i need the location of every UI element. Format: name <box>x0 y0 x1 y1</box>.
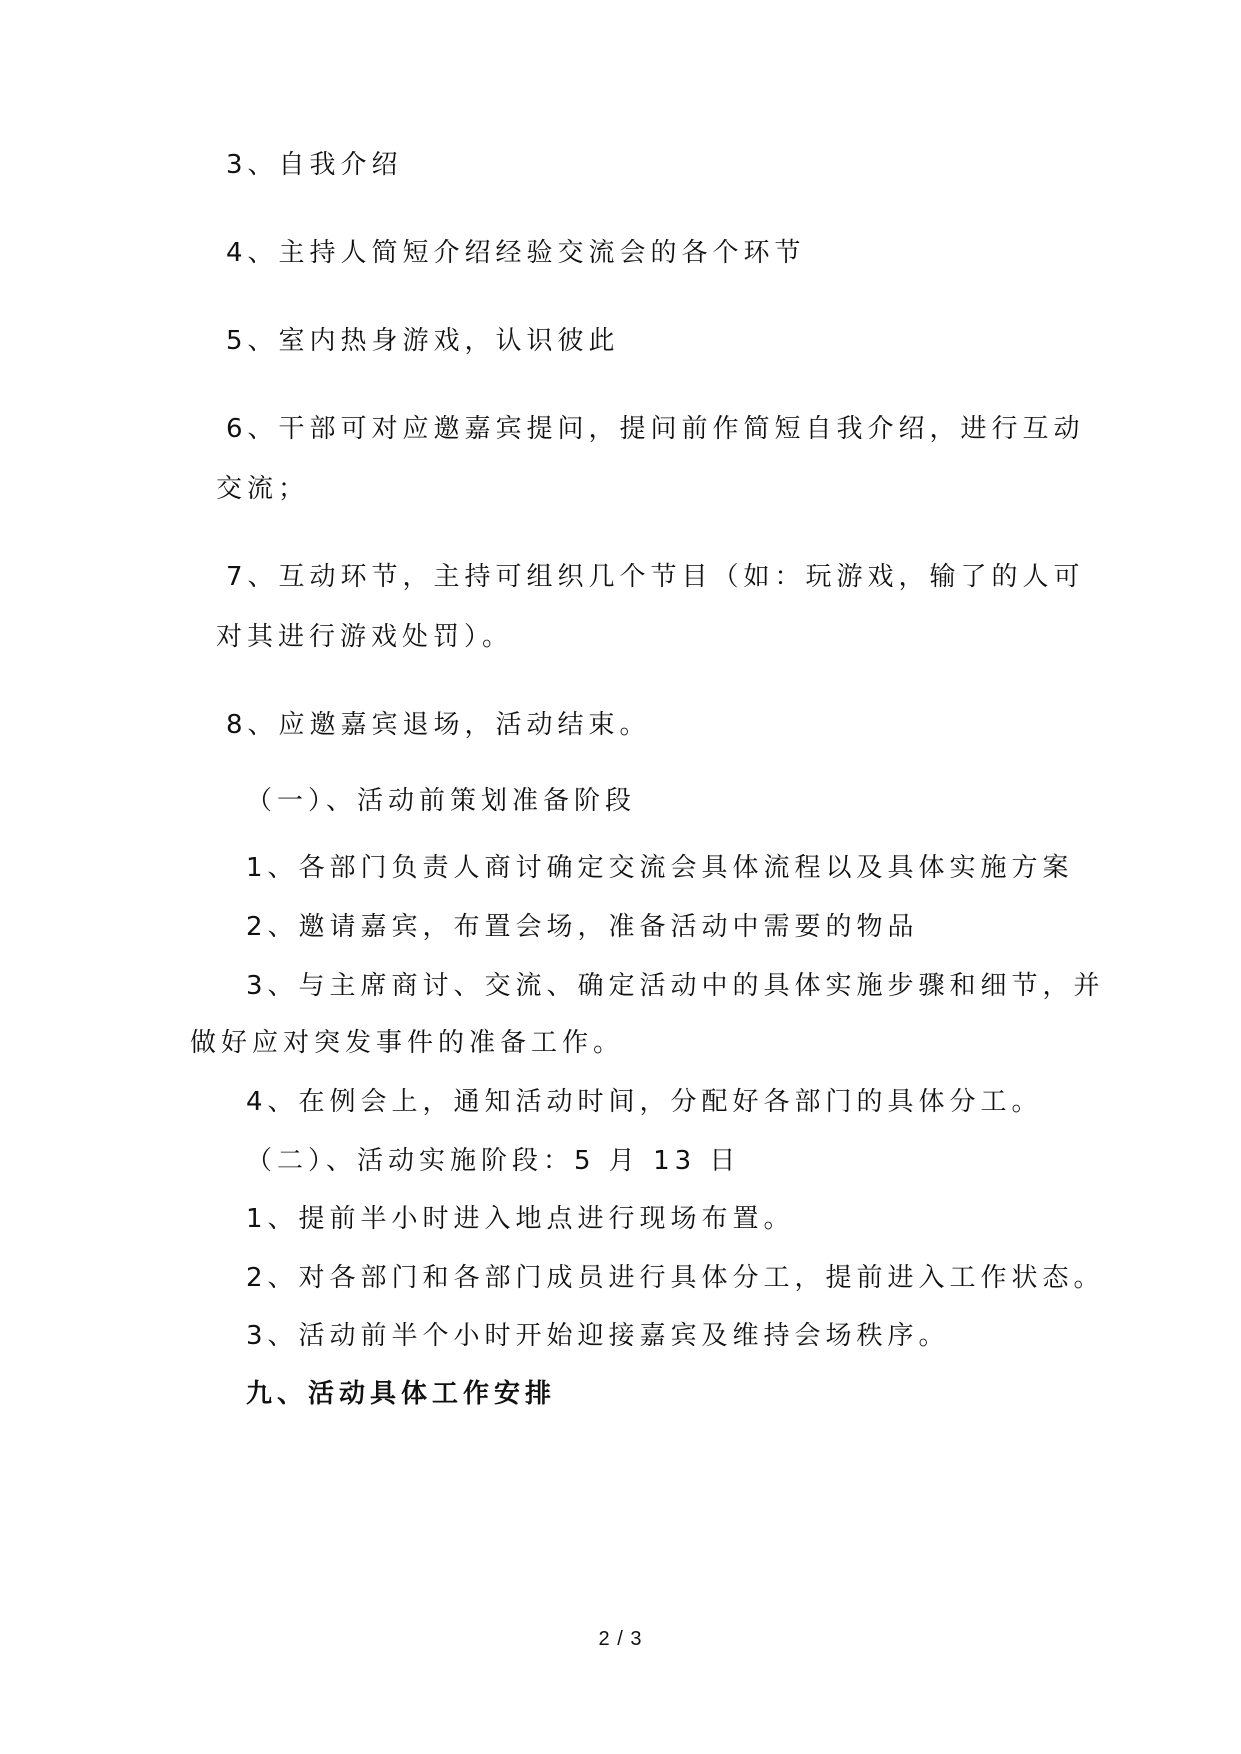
list-item-continuation: 交流； <box>216 474 310 504</box>
list-item: 7、互动环节，主持可组织几个节目（如：玩游戏，输了的人可 <box>226 562 1085 592</box>
list-item: 2、邀请嘉宾，布置会场，准备活动中需要的物品 <box>246 912 919 942</box>
section-heading: （二）、活动实施阶段：5 月 13 日 <box>246 1146 741 1176</box>
chapter-heading: 九、活动具体工作安排 <box>246 1379 557 1409</box>
list-item: 3、与主席商讨、交流、确定活动中的具体实施步骤和细节，并 <box>246 971 1105 1001</box>
list-item: 3、活动前半个小时开始迎接嘉宾及维持会场秩序。 <box>246 1321 950 1351</box>
list-item: 2、对各部门和各部门成员进行具体分工，提前进入工作状态。 <box>246 1263 1105 1293</box>
list-item: 3、自我介绍 <box>226 150 403 180</box>
list-item: 6、干部可对应邀嘉宾提问，提问前作简短自我介绍，进行互动 <box>226 414 1085 444</box>
list-item-continuation: 做好应对突发事件的准备工作。 <box>190 1028 625 1058</box>
list-item: 1、各部门负责人商讨确定交流会具体流程以及具体实施方案 <box>246 853 1074 883</box>
list-item: 4、主持人简短介绍经验交流会的各个环节 <box>226 238 806 268</box>
list-item: 5、室内热身游戏，认识彼此 <box>226 326 620 356</box>
list-item: 8、应邀嘉宾退场，活动结束。 <box>226 710 651 740</box>
list-item-continuation: 对其进行游戏处罚）。 <box>216 622 514 652</box>
list-item: 4、在例会上，通知活动时间，分配好各部门的具体分工。 <box>246 1087 1043 1117</box>
list-item: 1、提前半小时进入地点进行现场布置。 <box>246 1204 795 1234</box>
page-number: 2 / 3 <box>598 1628 643 1650</box>
section-heading: （一）、活动前策划准备阶段 <box>246 786 637 816</box>
